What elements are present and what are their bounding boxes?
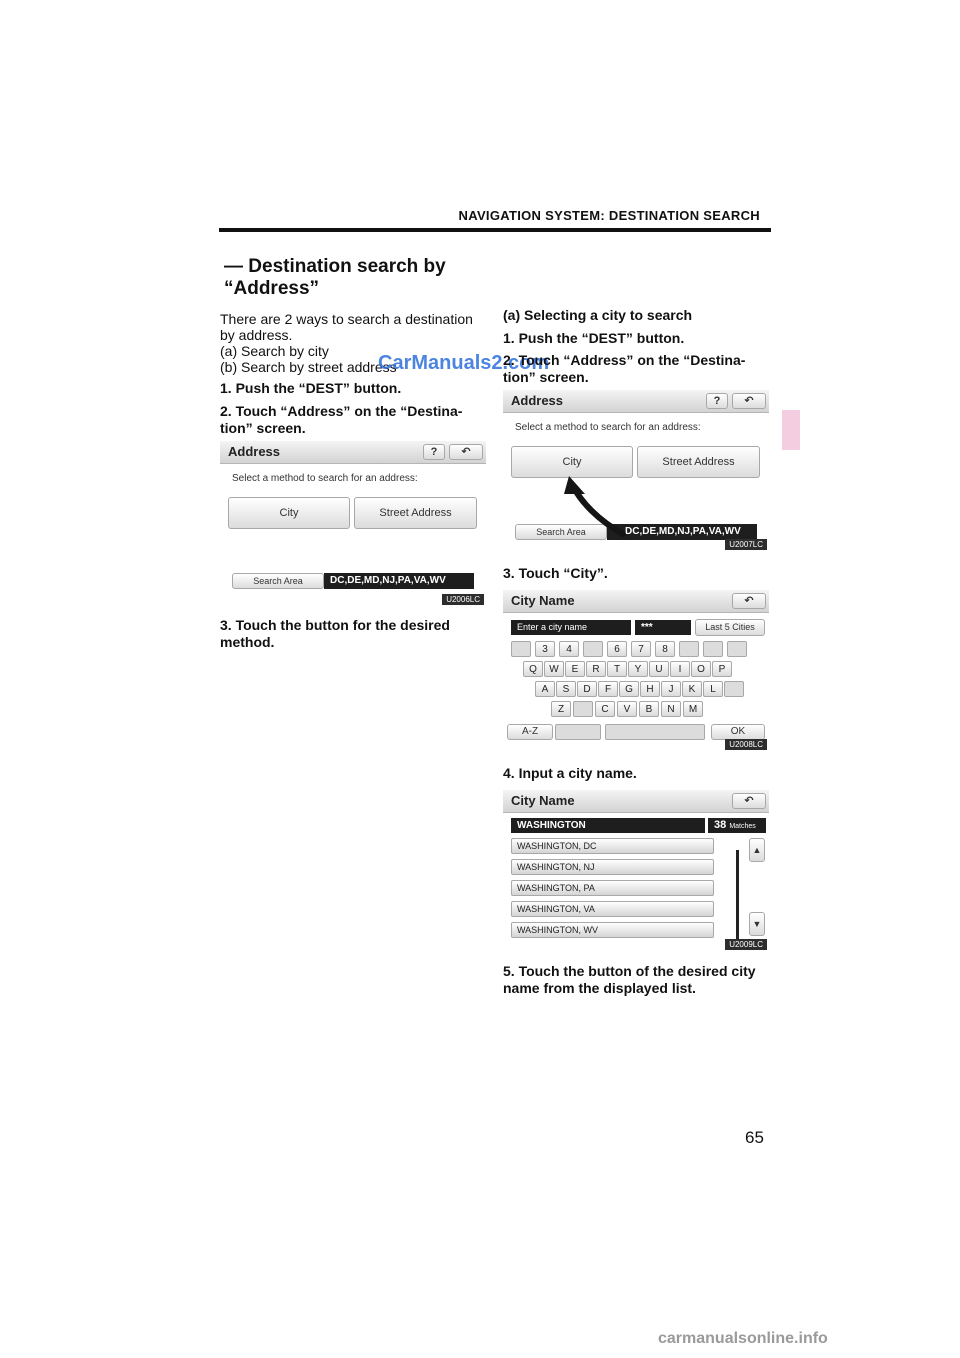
- chapter-tab: [782, 410, 800, 450]
- keyboard-key[interactable]: M: [683, 701, 703, 717]
- keyboard-key[interactable]: N: [661, 701, 681, 717]
- matches-badge: [708, 818, 766, 833]
- back-button[interactable]: [732, 793, 766, 809]
- keyboard-key[interactable]: 7: [631, 641, 651, 657]
- keyboard-key[interactable]: 8: [655, 641, 675, 657]
- figure-code: U2008LC: [725, 739, 767, 750]
- city-list-item[interactable]: WASHINGTON, NJ: [511, 859, 714, 875]
- screen-title: City Name: [511, 593, 575, 608]
- keyboard-key[interactable]: Q: [523, 661, 543, 677]
- keyboard-key[interactable]: A: [535, 681, 555, 697]
- right-step-2-line2: tion” screen.: [503, 369, 589, 385]
- keyboard-key[interactable]: B: [639, 701, 659, 717]
- screen-title: Address: [511, 393, 564, 408]
- query-display: WASHINGTON: [511, 818, 705, 833]
- matches-label: Matches: [729, 823, 756, 830]
- figure-code: U2006LC: [442, 594, 484, 605]
- keyboard-key[interactable]: P: [712, 661, 732, 677]
- right-step-5-line2: name from the displayed list.: [503, 980, 696, 996]
- help-icon: ?: [430, 446, 438, 458]
- chevron-up-icon: ▲: [752, 845, 762, 855]
- keyboard-key[interactable]: I: [670, 661, 690, 677]
- scrollbar-track[interactable]: [736, 850, 739, 942]
- city-list-item[interactable]: WASHINGTON, DC: [511, 838, 714, 854]
- keyboard-key[interactable]: J: [661, 681, 681, 697]
- left-step-1: 1. Push the “DEST” button.: [220, 380, 402, 396]
- right-step-1: 1. Push the “DEST” button.: [503, 330, 685, 346]
- keyboard-key[interactable]: T: [607, 661, 627, 677]
- intro-line: (b) Search by street address: [220, 359, 397, 375]
- right-step-5: [503, 963, 773, 997]
- page-number: 65: [745, 1128, 764, 1147]
- keyboard-key[interactable]: Y: [628, 661, 648, 677]
- left-step-2-line2: tion” screen.: [220, 420, 306, 436]
- keyboard-key[interactable]: O: [691, 661, 711, 677]
- street-address-button[interactable]: Street Address: [354, 497, 477, 529]
- chevron-down-icon: ▼: [752, 919, 762, 929]
- last-5-cities-button[interactable]: Last 5 Cities: [695, 619, 765, 636]
- keyboard-key[interactable]: [727, 641, 747, 657]
- keyboard-key[interactable]: S: [556, 681, 576, 697]
- right-step-2-line1: 2. Touch “Address” on the “Destina-: [503, 352, 746, 368]
- back-icon: ↶: [461, 446, 471, 458]
- city-name-input[interactable]: Enter a city name: [511, 620, 631, 635]
- intro-line: by address.: [220, 327, 293, 343]
- a-z-button[interactable]: A-Z: [507, 724, 553, 740]
- section-title-line1: — Destination search by: [224, 256, 446, 277]
- left-step-3-line2: method.: [220, 634, 275, 650]
- titlebar: [503, 590, 769, 613]
- city-list-item[interactable]: WASHINGTON, PA: [511, 880, 714, 896]
- intro-line: There are 2 ways to search a destination: [220, 311, 473, 327]
- intro-line: (a) Search by city: [220, 343, 329, 359]
- city-button[interactable]: City: [511, 446, 633, 478]
- footer-watermark: carmanualsonline.info: [658, 1330, 828, 1347]
- keyboard-key[interactable]: F: [598, 681, 618, 697]
- keyboard-key[interactable]: W: [544, 661, 564, 677]
- titlebar: [220, 441, 486, 464]
- street-address-button[interactable]: Street Address: [637, 446, 760, 478]
- watermark-text: CarManuals2.com: [378, 352, 550, 374]
- search-area-value: DC,DE,MD,NJ,PA,VA,WV: [324, 573, 474, 589]
- right-step-2: [503, 352, 771, 386]
- keyboard-key[interactable]: L: [703, 681, 723, 697]
- section-title: [224, 256, 446, 300]
- keyboard-key[interactable]: [703, 641, 723, 657]
- keyboard-key[interactable]: 4: [559, 641, 579, 657]
- search-area-value: DC,DE,MD,NJ,PA,VA,WV: [607, 524, 757, 540]
- search-area-button[interactable]: Search Area: [232, 573, 324, 589]
- left-step-2: [220, 403, 488, 437]
- back-button[interactable]: [732, 593, 766, 609]
- keyboard-key[interactable]: Z: [551, 701, 571, 717]
- left-step-2-line1: 2. Touch “Address” on the “Destina-: [220, 403, 463, 419]
- right-subhead: (a) Selecting a city to search: [503, 307, 693, 323]
- screen-title: City Name: [511, 793, 575, 808]
- keyboard-key[interactable]: D: [577, 681, 597, 697]
- keyboard-key[interactable]: [573, 701, 593, 717]
- keyboard-key[interactable]: [724, 681, 744, 697]
- scroll-down-button[interactable]: [749, 912, 765, 936]
- city-list-item[interactable]: WASHINGTON, VA: [511, 901, 714, 917]
- keyboard-key[interactable]: G: [619, 681, 639, 697]
- ok-button[interactable]: OK: [711, 724, 765, 740]
- back-icon: ↶: [744, 395, 754, 407]
- city-button[interactable]: City: [228, 497, 350, 529]
- blank-key[interactable]: [555, 724, 601, 740]
- keyboard-key[interactable]: R: [586, 661, 606, 677]
- section-header: NAVIGATION SYSTEM: DESTINATION SEARCH: [458, 208, 760, 223]
- method-prompt: Select a method to search for an address:: [232, 473, 418, 484]
- right-step-5-line1: 5. Touch the button of the desired city: [503, 963, 756, 979]
- scroll-up-button[interactable]: [749, 838, 765, 862]
- right-step-3: 3. Touch “City”.: [503, 565, 608, 581]
- keyboard-key[interactable]: H: [640, 681, 660, 697]
- space-key[interactable]: [605, 724, 705, 740]
- keyboard-key[interactable]: E: [565, 661, 585, 677]
- matches-count: 38: [714, 819, 727, 831]
- keyboard-key[interactable]: U: [649, 661, 669, 677]
- figure-code: U2009LC: [725, 939, 767, 950]
- right-step-4: 4. Input a city name.: [503, 765, 637, 781]
- keyboard-key[interactable]: 3: [535, 641, 555, 657]
- keyboard-key[interactable]: [511, 641, 531, 657]
- figure-code: U2007LC: [725, 539, 767, 550]
- city-list-screen: [503, 790, 769, 952]
- back-icon: ↶: [744, 595, 754, 607]
- keyboard-key[interactable]: [679, 641, 699, 657]
- back-icon: ↶: [744, 795, 754, 807]
- left-step-3: [220, 617, 488, 651]
- screen-title: Address: [228, 444, 281, 459]
- address-screen-left: [220, 441, 486, 607]
- city-list-item[interactable]: WASHINGTON, WV: [511, 922, 714, 938]
- city-input-screen: [503, 590, 769, 752]
- pointer-arrow-icon: [503, 390, 769, 552]
- help-button[interactable]: [423, 444, 445, 460]
- keyboard-key[interactable]: C: [595, 701, 615, 717]
- search-area-button[interactable]: Search Area: [515, 524, 607, 540]
- address-screen-right: [503, 390, 769, 552]
- method-prompt: Select a method to search for an address:: [515, 422, 701, 433]
- input-value: ***: [635, 620, 691, 635]
- keyboard-key[interactable]: 6: [607, 641, 627, 657]
- titlebar: [503, 790, 769, 813]
- keyboard-key[interactable]: K: [682, 681, 702, 697]
- section-title-line2: “Address”: [224, 278, 320, 299]
- keyboard-key[interactable]: [583, 641, 603, 657]
- header-rule: [219, 228, 771, 232]
- back-button[interactable]: [449, 444, 483, 460]
- keyboard-key[interactable]: V: [617, 701, 637, 717]
- help-icon: ?: [713, 395, 721, 407]
- left-step-3-line1: 3. Touch the button for the desired: [220, 617, 450, 633]
